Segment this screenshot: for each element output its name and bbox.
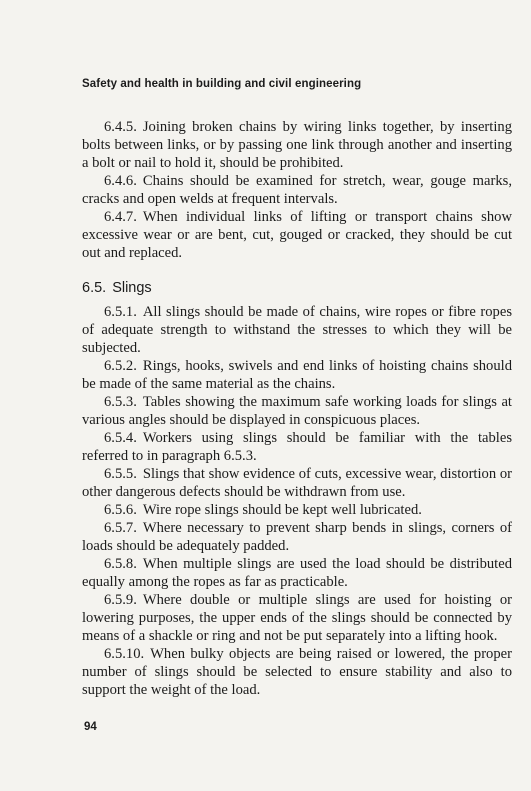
paragraph-6-5-7 [82,519,512,555]
paragraph-number: 6.5.6. [104,502,137,518]
paragraph-number: 6.5.10. [104,646,145,662]
section-number: 6.5. [82,280,107,296]
paragraph-text: Chains should be examined for stretch, wear, gouge marks, cracks and open welds at frequent intervals. [82,173,512,207]
paragraph-6-5-3 [82,393,512,429]
paragraph-text: Where necessary to prevent sharp bends in slings, corners of loads should be adequately padded. [82,520,512,554]
section-heading-slings [82,279,512,297]
paragraph-6-5-1 [82,303,512,357]
running-header: Safety and health in building and civil engineering [82,78,362,90]
paragraph-number: 6.5.3. [104,394,137,410]
paragraph-6-5-6 [82,501,512,519]
page-body [82,118,512,699]
paragraph-6-5-10 [82,645,512,699]
paragraph-6-5-2 [82,357,512,393]
paragraph-text: When multiple slings are used the load should be distributed equally among the ropes as far as practicable. [82,556,512,590]
page-number: 94 [84,721,97,733]
paragraph-text: When individual links of lifting or transport chains show excessive wear or are bent, cut, gouged or cracked, they should be cut out and replaced. [82,209,512,261]
paragraph-text: Tables showing the maximum safe working loads for slings at various angles should be displayed in conspicuous places. [82,394,512,428]
paragraph-text: Where double or multiple slings are used for hoisting or lowering purposes, the upper ends of the slings should be connected by means of a shackle or ring and not be put separately into a lifting hook. [82,592,512,644]
paragraph-text: Wire rope slings should be kept well lubricated. [142,502,422,518]
paragraph-6-5-8 [82,555,512,591]
paragraph-number: 6.4.5. [104,119,137,135]
paragraph-6-4-5 [82,118,512,172]
paragraph-text: All slings should be made of chains, wire ropes or fibre ropes of adequate strength to withstand the stresses to which they will be subjected. [82,304,512,356]
paragraph-6-5-4 [82,429,512,465]
paragraph-text: Joining broken chains by wiring links together, by inserting bolts between links, or by passing one link through another and inserting a bolt or nail to hold it, should be prohibited. [82,119,512,171]
paragraph-number: 6.5.7. [104,520,137,536]
section-title: Slings [112,280,152,296]
paragraph-number: 6.4.7. [104,209,137,225]
paragraph-6-5-9 [82,591,512,645]
paragraph-number: 6.5.9. [104,592,137,608]
paragraph-6-4-7 [82,208,512,262]
paragraph-6-5-5 [82,465,512,501]
paragraph-number: 6.5.2. [104,358,137,374]
paragraph-text: When bulky objects are being raised or lowered, the proper number of slings should be selected to ensure stability and also to support the weight of the load. [82,646,512,698]
paragraph-number: 6.4.6. [104,173,137,189]
paragraph-text: Rings, hooks, swivels and end links of hoisting chains should be made of the same material as the chains. [82,358,512,392]
paragraph-text: Workers using slings should be familiar with the tables referred to in paragraph 6.5.3. [82,430,512,464]
paragraph-6-4-6 [82,172,512,208]
paragraph-number: 6.5.5. [104,466,137,482]
paragraph-number: 6.5.1. [104,304,137,320]
paragraph-text: Slings that show evidence of cuts, excessive wear, distortion or other dangerous defects should be withdrawn from use. [82,466,512,500]
paragraph-number: 6.5.8. [104,556,137,572]
paragraph-number: 6.5.4. [104,430,137,446]
